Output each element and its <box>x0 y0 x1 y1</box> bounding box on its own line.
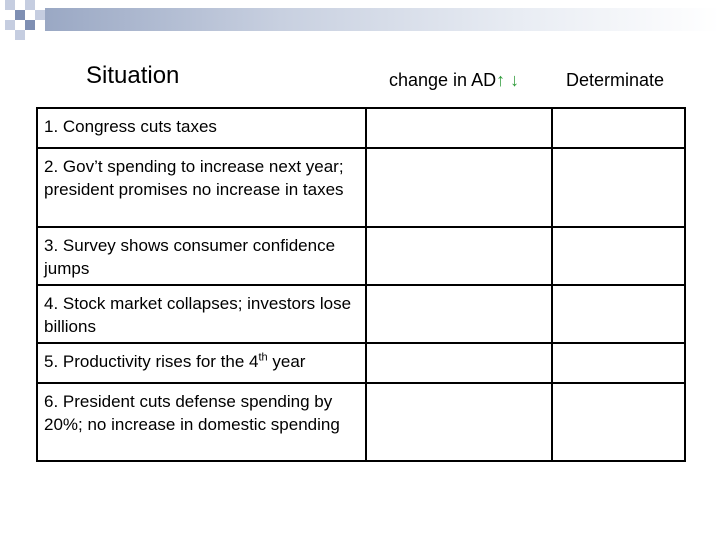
determinate-cell[interactable] <box>552 148 685 227</box>
change-cell[interactable] <box>366 227 552 285</box>
change-cell[interactable] <box>366 343 552 383</box>
situations-table <box>36 107 686 462</box>
column-header-determinate: Determinate <box>566 70 665 90</box>
change-cell[interactable] <box>366 285 552 343</box>
table-row <box>37 285 685 343</box>
change-cell[interactable] <box>366 108 552 148</box>
situation-cell: 3. Survey shows consumer confidence jumps <box>37 227 366 285</box>
determinate-cell[interactable] <box>552 227 685 285</box>
change-cell[interactable] <box>366 148 552 227</box>
table-row <box>37 227 685 285</box>
change-cell[interactable] <box>366 383 552 461</box>
situation-cell: 6. President cuts defense spending by 20%; no increase in domestic spending <box>37 383 366 461</box>
situation-cell: 5. Productivity rises for the 4th year <box>37 343 366 383</box>
determinate-cell[interactable] <box>552 343 685 383</box>
table-row <box>37 383 685 461</box>
determinate-cell[interactable] <box>552 383 685 461</box>
table-row <box>37 148 685 227</box>
determinate-cell[interactable] <box>552 108 685 148</box>
situation-cell: 2. Gov’t spending to increase next year; president promises no increase in taxes <box>37 148 366 227</box>
situation-cell: 1. Congress cuts taxes <box>37 108 366 148</box>
up-down-arrows-icon: ↑ ↓ <box>496 70 520 90</box>
determinate-cell[interactable] <box>552 285 685 343</box>
table-row <box>37 108 685 148</box>
column-header-change-in-ad <box>389 70 519 91</box>
situation-cell: 4. Stock market collapses; investors lose billions <box>37 285 366 343</box>
change-label: change in AD <box>389 70 497 90</box>
table-row <box>37 343 685 383</box>
decorative-banner <box>45 8 720 31</box>
column-header-situation: Situation <box>86 62 180 89</box>
